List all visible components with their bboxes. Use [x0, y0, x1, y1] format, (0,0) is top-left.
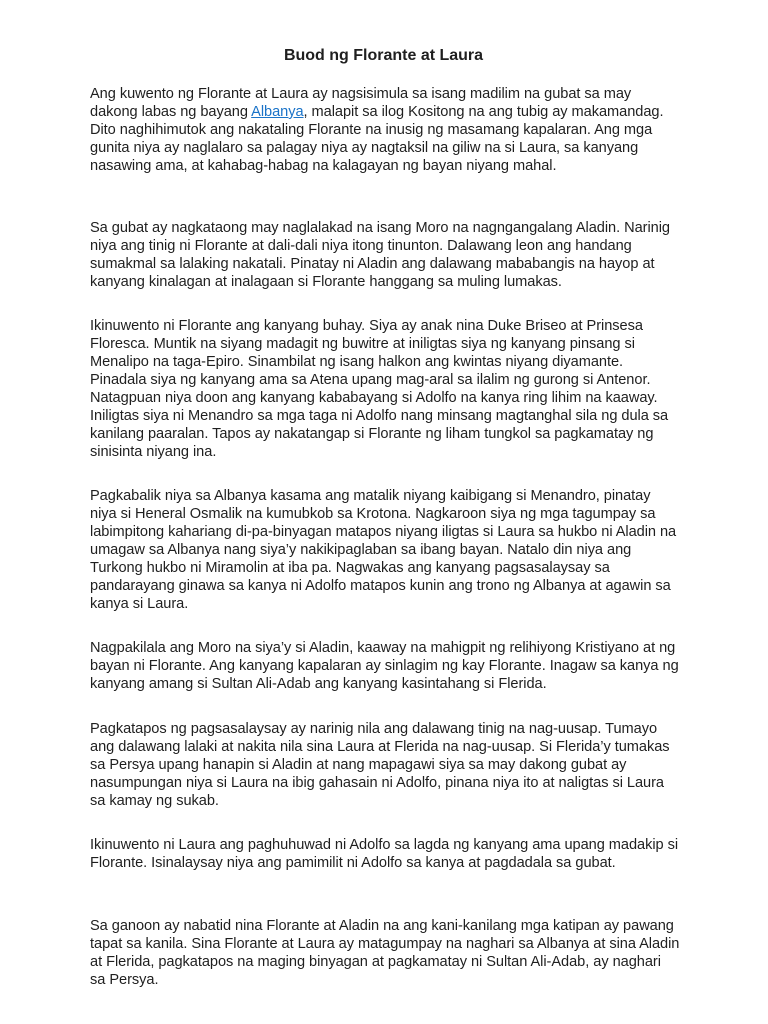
paragraph-1-text-start: Ang kuwento ng Florante at Laura ay nagsisimula sa isang madilim na gubat sa may dakong labas ng bayang	[90, 86, 632, 120]
paragraph-3: Ikinuwento ni Florante ang kanyang buhay. Siya ay anak nina Duke Briseo at Prinsesa Floresca. Muntik na siyang madagit ng buwitre at iniligtas siya ng kanyang pinsang si Menalipo na taga-Epiro. Sinambilat ng isang halkon ang kwintas niyang diyamante. Pinadala siya ng kanyang ama sa Atena upang mag-aral sa ilalim ng gurong si Antenor. Natagpuan niya doon ang kanyang kababayang si Adolfo na kanya ring lihim na kaaway. Iniligtas siya ni Menandro sa mga taga ni Adolfo nang minsang magtanghal sila ng dula sa kanilang paaralan. Tapos ay nakatangap si Florante ng liham tungkol sa pagkamatay ng sinisinta niyang ina.	[90, 318, 669, 460]
paragraph-1	[90, 85, 680, 175]
paragraph-4: Pagkabalik niya sa Albanya kasama ang matalik niyang kaibigang si Menandro, pinatay niya si Heneral Osmalik na kumubkob sa Krotona. Nagkaroon siya ng mga tagumpay sa labimpitong kahariang di-pa-binyagan matapos niyang iligtas si Laura sa hukbo ni Aladin na umagaw sa Albanya nang siya’y nakikipaglaban sa ibang bayan. Natalo din niya ang Turkong hukbo ni Miramolin at iba pa. Nagwakas ang kanyang pagsasalaysay sa pandarayang ginawa sa kanya ni Adolfo matapos kunin ang trono ng Albanya at agawin sa kanya si Laura.	[90, 488, 677, 612]
albanya-link[interactable]: Albanya	[251, 104, 304, 120]
paragraph-7: Ikinuwento ni Laura ang paghuhuwad ni Adolfo sa lagda ng kanyang ama upang madakip si Florante. Isinalaysay niya ang pamimilit ni Adolfo sa kanya at pagdadala sa gubat.	[90, 837, 679, 871]
paragraph-2: Sa gubat ay nagkataong may naglalakad na isang Moro na nagngangalang Aladin. Narinig niya ang tinig ni Florante at dali-dali niya itong tinunton. Dalawang leon ang handang sumakmal sa lalaking nakatali. Pinatay ni Aladin ang dalawang mababangis na hayop at kanyang kinalagan at inalagaan si Florante hanggang sa muling lumakas.	[90, 220, 670, 290]
paragraph-6: Pagkatapos ng pagsasalaysay ay narinig nila ang dalawang tinig na nag-uusap. Tumayo ang dalawang lalaki at nakita nila sina Laura at Flerida na nag-uusap. Si Flerida’y tumakas sa Persya upang hanapin si Aladin at nang mapagawi siya sa may dakong gubat ay nasumpungan niya si Laura na ibig gahasain ni Adolfo, pinana niya ito at naligtas si Laura sa kamay ng sukab.	[90, 721, 670, 809]
paragraph-1-text-end: , malapit sa ilog Kositong na ang tubig ay makamandag. Dito naghihimutok ang nakataling Florante na inusig ng masamang kapalaran. Ang mga gunita niya ay naglalaro sa palagay niya ay nagtaksil na giliw na si Laura, sa kanyang nasawing ama, at kahabag-habag na kalagayan ng bayan niyang mahal.	[90, 104, 664, 174]
document-title: Buod ng Florante at Laura	[283, 47, 484, 64]
paragraph-5: Nagpakilala ang Moro na siya’y si Aladin, kaaway na mahigpit ng relihiyong Kristiyano at ng bayan ni Florante. Ang kanyang kapalaran ay sinlagim ng kay Florante. Inagaw sa kanya ng kanyang amang si Sultan Ali-Adab ang kanyang kasintahang si Flerida.	[90, 640, 679, 692]
paragraph-8: Sa ganoon ay nabatid nina Florante at Aladin na ang kani-kanilang mga katipan ay pawang tapat sa kanila. Sina Florante at Laura ay matagumpay na naghari sa Albanya at sina Aladin at Flerida, pagkatapos na maging binyagan at pagkamatay ni Sultan Ali-Adab, ay naghari sa Persya.	[90, 918, 680, 988]
